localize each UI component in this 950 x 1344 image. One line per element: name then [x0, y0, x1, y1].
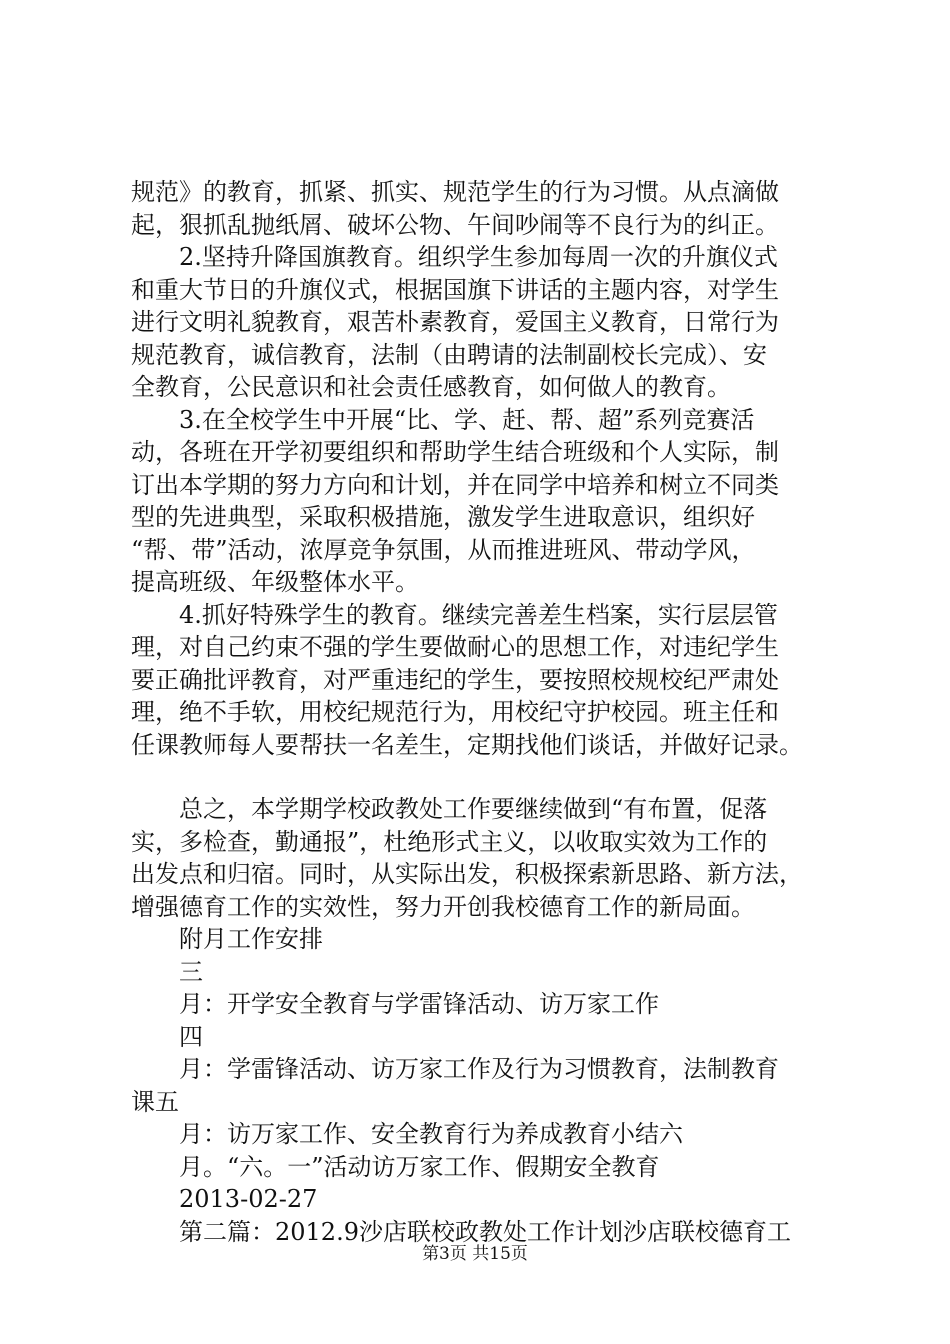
text-line: 增强德育工作的实效性，努力开创我校德育工作的新局面。	[131, 892, 755, 921]
text-line: 型的先进典型，采取积极措施，激发学生进取意识，组织好	[131, 503, 755, 531]
text-line: 规范教育，诚信教育，法制（由聘请的法制副校长完成）、安	[131, 340, 767, 369]
text-line: 规范》的教育，抓紧、抓实、规范学生的行为习惯。从点滴做	[131, 178, 779, 206]
text-line: 月：学雷锋活动、访万家工作及行为习惯教育，法制教育	[179, 1055, 779, 1083]
text-line: 和重大节日的升旗仪式，根据国旗下讲话的主题内容，对学生	[131, 275, 779, 304]
text-line: 三	[179, 957, 203, 986]
text-line: 四	[179, 1022, 203, 1051]
date-line: 2013-02-27	[179, 1185, 318, 1213]
text-line: 全教育，公民意识和社会责任感教育，如何做人的教育。	[131, 373, 731, 401]
text-line: 2.坚持升降国旗教育。组织学生参加每周一次的升旗仪式	[179, 243, 778, 271]
text-line: 理，绝不手软，用校纪规范行为，用校纪守护校园。班主任和	[131, 698, 779, 726]
text-line: 提高班级、年级整体水平。	[131, 568, 419, 596]
text-line: 月：开学安全教育与学雷锋活动、访万家工作	[179, 990, 659, 1018]
document-body	[131, 176, 831, 1248]
text-line: 月：访万家工作、安全教育行为养成教育小结六	[179, 1120, 683, 1148]
text-line: 订出本学期的努力方向和计划，并在同学中培养和树立不同类	[131, 470, 779, 499]
page-number: 第3页 共15页	[422, 1244, 528, 1264]
text-line: 第二篇：2012.9沙店联校政教处工作计划沙店联校德育工	[179, 1217, 791, 1246]
page-footer	[0, 1243, 950, 1265]
text-line: 3.在全校学生中开展“比、学、赶、帮、超”系列竞赛活	[179, 405, 755, 434]
text-line: 附月工作安排	[179, 925, 323, 953]
text-line: “帮、带”活动，浓厚竞争氛围，从而推进班风、带动学风，	[131, 535, 756, 564]
text-line: 4.抓好特殊学生的教育。继续完善差生档案，实行层层管	[179, 600, 778, 629]
text-line: 动，各班在开学初要组织和帮助学生结合班级和个人实际，制	[131, 438, 779, 466]
text-line: 进行文明礼貌教育，艰苦朴素教育，爱国主义教育，日常行为	[131, 308, 779, 336]
text-line: 课五	[131, 1087, 179, 1116]
text-line: 实，多检查，勤通报”，杜绝形式主义，以收取实效为工作的	[131, 827, 768, 856]
text-line: 起，狠抓乱抛纸屑、破坏公物、午间吵闹等不良行为的纠正。	[131, 210, 779, 239]
text-line: 要正确批评教育，对严重违纪的学生，要按照校规校纪严肃处	[131, 665, 779, 694]
text-line: 任课教师每人要帮扶一名差生，定期找他们谈话，并做好记录。	[131, 730, 803, 759]
text-line: 月。“六。一”活动访万家工作、假期安全教育	[179, 1152, 660, 1181]
text-line: 出发点和归宿。同时，从实际出发，积极探索新思路、新方法，	[131, 860, 803, 888]
text-line: 理，对自己约束不强的学生要做耐心的思想工作，对违纪学生	[131, 633, 779, 661]
text-line: 总之，本学期学校政教处工作要继续做到“有布置，促落	[179, 795, 768, 823]
